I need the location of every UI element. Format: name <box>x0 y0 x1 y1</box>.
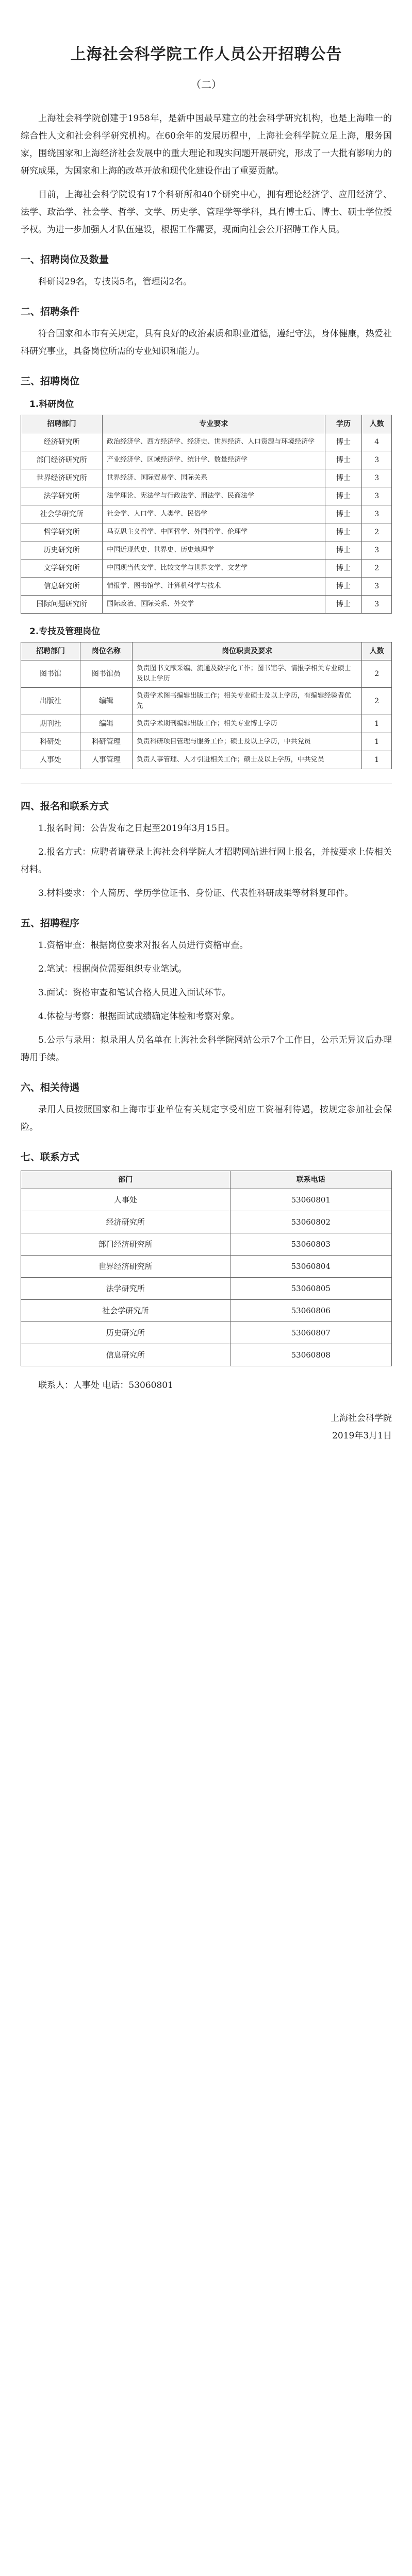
table-cell: 国际问题研究所 <box>21 596 103 614</box>
signature-org: 上海社会科学院 <box>331 1413 392 1423</box>
table-cell: 2 <box>362 660 392 688</box>
table-header: 招聘部门 <box>21 642 80 660</box>
table-cell: 国际政治、国际关系、外交学 <box>103 596 325 614</box>
table-cell: 产业经济学、区域经济学、统计学、数量经济学 <box>103 451 325 469</box>
table-row <box>21 1189 392 1211</box>
table-cell: 3 <box>362 469 392 487</box>
table-cell: 3 <box>362 505 392 523</box>
table-cell: 负责学术期刊编辑出版工作；相关专业博士学历 <box>132 715 362 733</box>
table1-caption: 1.科研岗位 <box>29 399 74 410</box>
table-header: 部门 <box>21 1171 230 1189</box>
table-cell: 经济研究所 <box>21 1211 230 1233</box>
table-cell: 博士 <box>325 505 362 523</box>
table-cell: 2 <box>362 688 392 715</box>
table-cell: 博士 <box>325 469 362 487</box>
table-cell: 博士 <box>325 578 362 596</box>
table-cell: 法学研究所 <box>21 1278 230 1300</box>
table-cell: 4 <box>362 433 392 451</box>
staff-positions-table <box>21 642 392 769</box>
table-header: 人数 <box>362 415 392 433</box>
section-5-item: 2.笔试：根据岗位需要组织专业笔试。 <box>38 964 187 974</box>
table-cell: 中国现当代文学、比较文学与世界文学、文艺学 <box>103 560 325 578</box>
table-cell: 3 <box>362 596 392 614</box>
table-cell: 人事处 <box>21 1189 230 1211</box>
section-4-item: 1.报名时间：公告发布之日起至2019年3月15日。 <box>38 823 235 834</box>
table-header: 人数 <box>362 642 392 660</box>
signature-date: 2019年3月1日 <box>332 1431 392 1441</box>
table-row <box>21 660 392 688</box>
table-cell: 编辑 <box>80 715 133 733</box>
table-cell: 信息研究所 <box>21 1344 230 1366</box>
table-row <box>21 715 392 733</box>
table-cell: 53060802 <box>230 1211 391 1233</box>
table-cell: 文学研究所 <box>21 560 103 578</box>
table-row <box>21 1211 392 1233</box>
table-row <box>21 505 392 523</box>
table-row <box>21 578 392 596</box>
table-row <box>21 751 392 769</box>
table-header: 联系电话 <box>230 1171 391 1189</box>
table-cell: 53060807 <box>230 1322 391 1344</box>
table-cell: 负责图书文献采编、流通及数字化工作；图书馆学、情报学相关专业硕士及以上学历 <box>132 660 362 688</box>
table-row <box>21 1300 392 1322</box>
section-heading-1: 一、招聘岗位及数量 <box>21 254 109 265</box>
table-row <box>21 523 392 541</box>
table-row <box>21 469 392 487</box>
table-cell: 中国近现代史、世界史、历史地理学 <box>103 541 325 560</box>
table-cell: 法学理论、宪法学与行政法学、刑法学、民商法学 <box>103 487 325 505</box>
table-row <box>21 541 392 560</box>
signature-block <box>21 1410 392 1445</box>
section-4-item: 2.报名方式：应聘者请登录上海社会科学院人才招聘网站进行网上报名，并按要求上传相关材料。 <box>21 847 392 875</box>
table-header: 岗位名称 <box>80 642 133 660</box>
table-row <box>21 433 392 451</box>
table-cell: 历史研究所 <box>21 1322 230 1344</box>
table-cell: 53060804 <box>230 1256 391 1278</box>
table-cell: 3 <box>362 578 392 596</box>
table-cell: 图书馆 <box>21 660 80 688</box>
table-cell: 53060801 <box>230 1189 391 1211</box>
table-row <box>21 688 392 715</box>
research-positions-table <box>21 415 392 614</box>
table-cell: 博士 <box>325 541 362 560</box>
table-cell: 部门经济研究所 <box>21 451 103 469</box>
table-cell: 53060805 <box>230 1278 391 1300</box>
contact-note: 联系人：人事处 电话：53060801 <box>38 1380 173 1391</box>
table-cell: 科研处 <box>21 733 80 751</box>
table-cell: 社会学、人口学、人类学、民俗学 <box>103 505 325 523</box>
table-cell: 博士 <box>325 560 362 578</box>
section-4-item: 3.材料要求：个人简历、学历学位证书、身份证、代表性科研成果等材料复印件。 <box>38 888 354 899</box>
table-cell: 世界经济、国际贸易学、国际关系 <box>103 469 325 487</box>
table-cell: 1 <box>362 751 392 769</box>
contact-table <box>21 1171 392 1366</box>
table-cell: 博士 <box>325 487 362 505</box>
section-heading-6: 六、相关待遇 <box>21 1082 80 1093</box>
table-cell: 人事管理 <box>80 751 133 769</box>
section-heading-2: 二、招聘条件 <box>21 306 80 317</box>
table-cell: 2 <box>362 560 392 578</box>
table-cell: 53060808 <box>230 1344 391 1366</box>
intro-paragraph-1: 上海社会科学院创建于1958年，是新中国最早建立的社会科学研究机构，也是上海唯一的综合性人文和社会科学研究机构。在60余年的发展历程中，上海社会科学院立足上海，服务国家，围绕国家和上海经济社会发展中的重大理论和现实问题开展研究，形成了一大批有影响力的研究成果，为国家和上海的改革开放和现代化建设作出了重要贡献。 <box>21 113 392 176</box>
table-cell: 信息研究所 <box>21 578 103 596</box>
table-cell: 哲学研究所 <box>21 523 103 541</box>
table-cell: 53060806 <box>230 1300 391 1322</box>
table-cell: 期刊社 <box>21 715 80 733</box>
section-heading-4: 四、报名和联系方式 <box>21 801 109 812</box>
section-2-text: 符合国家和本市有关规定，具有良好的政治素质和职业道德，遵纪守法，身体健康，热爱社科研究事业，具备岗位所需的专业知识和能力。 <box>21 329 392 357</box>
intro-paragraph-2: 目前，上海社会科学院设有17个科研所和40个研究中心，拥有理论经济学、应用经济学、法学、政治学、社会学、哲学、文学、历史学、管理学等学科，具有博士后、博士、硕士学位授予权。为进一步加强人才队伍建设，根据工作需要，现面向社会公开招聘工作人员。 <box>21 190 392 235</box>
table-cell: 科研管理 <box>80 733 133 751</box>
table-cell: 人事处 <box>21 751 80 769</box>
table-row <box>21 1256 392 1278</box>
table-cell: 博士 <box>325 596 362 614</box>
table-cell: 1 <box>362 715 392 733</box>
section-5-item: 4.体检与考察：根据面试成绩确定体检和考察对象。 <box>38 1011 240 1022</box>
section-heading-5: 五、招聘程序 <box>21 918 80 929</box>
table-row <box>21 451 392 469</box>
table-cell: 负责学术图书编辑出版工作；相关专业硕士及以上学历，有编辑经验者优先 <box>132 688 362 715</box>
table-cell: 3 <box>362 541 392 560</box>
table-cell: 世界经济研究所 <box>21 469 103 487</box>
table-header: 学历 <box>325 415 362 433</box>
table2-caption: 2.专技及管理岗位 <box>29 626 101 637</box>
page-title: 上海社会科学院工作人员公开招聘公告 <box>70 45 342 63</box>
page-subtitle: （二） <box>191 78 222 91</box>
table-row <box>21 596 392 614</box>
table-cell: 负责科研项目管理与服务工作；硕士及以上学历，中共党员 <box>132 733 362 751</box>
table-cell: 政治经济学、西方经济学、经济史、世界经济、人口资源与环境经济学 <box>103 433 325 451</box>
table-cell: 部门经济研究所 <box>21 1233 230 1256</box>
table-cell: 历史研究所 <box>21 541 103 560</box>
table-cell: 出版社 <box>21 688 80 715</box>
table-cell: 社会学研究所 <box>21 505 103 523</box>
table-cell: 1 <box>362 733 392 751</box>
table-row <box>21 1344 392 1366</box>
section-1-text: 科研岗29名，专技岗5名，管理岗2名。 <box>38 277 192 287</box>
table-cell: 经济研究所 <box>21 433 103 451</box>
table-cell: 图书馆员 <box>80 660 133 688</box>
table-row <box>21 1278 392 1300</box>
section-5-item: 3.面试：资格审查和笔试合格人员进入面试环节。 <box>38 988 231 998</box>
table-cell: 社会学研究所 <box>21 1300 230 1322</box>
table-cell: 博士 <box>325 451 362 469</box>
table-cell: 负责人事管理、人才引进相关工作；硕士及以上学历，中共党员 <box>132 751 362 769</box>
section-5-item: 1.资格审查：根据岗位要求对报名人员进行资格审查。 <box>38 940 249 951</box>
section-5-item: 5.公示与录用：拟录用人员名单在上海社会科学院网站公示7个工作日，公示无异议后办理聘用手续。 <box>21 1035 392 1063</box>
table-cell: 53060803 <box>230 1233 391 1256</box>
table-cell: 博士 <box>325 523 362 541</box>
table-cell: 马克思主义哲学、中国哲学、外国哲学、伦理学 <box>103 523 325 541</box>
table-row <box>21 733 392 751</box>
table-row <box>21 560 392 578</box>
section-6-text: 录用人员按照国家和上海市事业单位有关规定享受相应工资福利待遇，按规定参加社会保险。 <box>21 1105 392 1132</box>
table-cell: 2 <box>362 523 392 541</box>
announcement-page <box>21 10 392 1445</box>
section-heading-3: 三、招聘岗位 <box>21 376 80 387</box>
table-cell: 博士 <box>325 433 362 451</box>
table-cell: 世界经济研究所 <box>21 1256 230 1278</box>
table-cell: 编辑 <box>80 688 133 715</box>
table-row <box>21 1233 392 1256</box>
table-cell: 情报学、图书馆学、计算机科学与技术 <box>103 578 325 596</box>
table-row <box>21 1322 392 1344</box>
table-cell: 3 <box>362 487 392 505</box>
table-header: 岗位职责及要求 <box>132 642 362 660</box>
table-header: 招聘部门 <box>21 415 103 433</box>
table-cell: 3 <box>362 451 392 469</box>
table-header: 专业要求 <box>103 415 325 433</box>
table-row <box>21 487 392 505</box>
table-cell: 法学研究所 <box>21 487 103 505</box>
section-heading-7: 七、联系方式 <box>21 1151 80 1163</box>
